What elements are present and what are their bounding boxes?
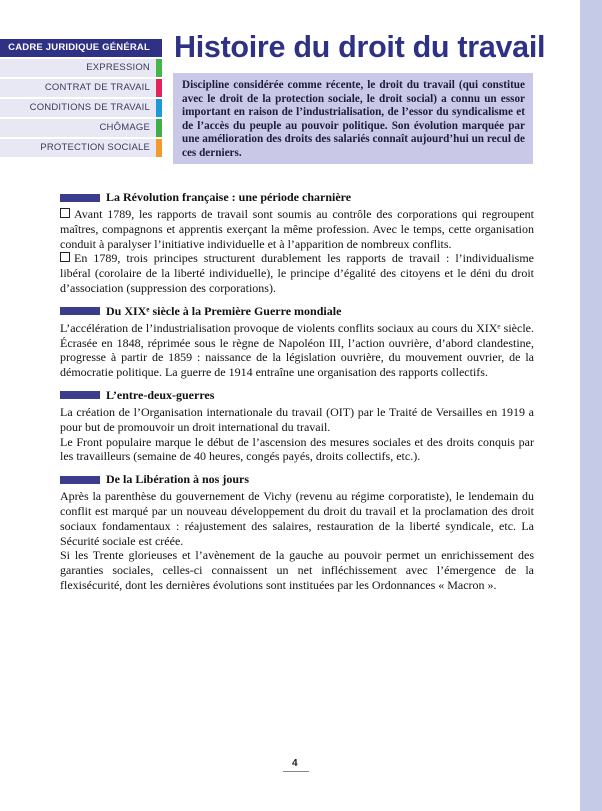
checkbox-bullet-icon (60, 208, 70, 218)
paragraph-text: En 1789, trois principes structurent durablement les rapports de travail : l’individualisme libéral (corolaire de la liberté individuelle), le principe d’égalité des citoyens et le déni du droit d’association (suppression des corporations). (60, 251, 534, 295)
paragraph (60, 251, 534, 295)
section-liberation (60, 472, 534, 593)
nav-item-label: PROTECTION SOCIALE (40, 142, 150, 153)
article-body (60, 190, 534, 601)
nav-item-conditions-de-travail[interactable] (0, 99, 162, 117)
section-heading (60, 190, 534, 205)
nav-item-cadre-juridique[interactable] (0, 39, 162, 57)
section-xix-siecle (60, 304, 534, 380)
paragraph-text: Si les Trente glorieuses et l’avènement de la gauche au pouvoir permet un enrichissement des garanties sociales, celles-ci connaissent un net infléchissement avec l’émergence de la flexisécurité, dont les dernières évolutions sont instituées par les Ordonnances « Macron ». (60, 548, 534, 592)
intro-box: Discipline considérée comme récente, le droit du travail (qui constitue avec le droit de la protection sociale, le droit social) a connu un essor important en raison de l’industrialisation, de l’essor du syndicalisme et de l’accès du peuple au pouvoir politique. Son évolution marquée par une amélioration des droits des salariés connaît aujourd’hui un recul de ces derniers. (173, 73, 533, 164)
page-title: Histoire du droit du travail (174, 30, 546, 64)
heading-bar (60, 307, 100, 315)
paragraph (60, 207, 534, 251)
paragraph-text: Avant 1789, les rapports de travail sont soumis au contrôle des corporations qui regroupent maîtres, compagnons et apprentis exerçant la même profession. Avec le temps, cette organisation conduit à paralyser l’initiative individuelle et à l’apparition de nombreux conflits. (60, 207, 534, 251)
color-marker (156, 79, 162, 97)
nav-item-label: CHÔMAGE (99, 122, 150, 133)
side-band (580, 0, 602, 811)
page-number-rule (283, 771, 309, 772)
heading-bar (60, 194, 100, 202)
section-heading (60, 304, 534, 319)
paragraph-text: Après la parenthèse du gouvernement de Vichy (revenu au régime corporatiste), le lendemain du conflit est marqué par un nouveau développement du droit du travail et la proclamation des droit sociaux fondamentaux : réajustement des salaires, restauration de la liberté syndicale, etc. La Sécurité sociale est créée. (60, 489, 534, 548)
nav-item-label: EXPRESSION (86, 62, 150, 73)
section-heading-text: La Révolution française : une période charnière (106, 190, 352, 204)
nav-item-protection-sociale[interactable] (0, 139, 162, 157)
color-marker (156, 139, 162, 157)
color-marker (156, 59, 162, 77)
color-marker (156, 119, 162, 137)
section-heading-text: Du XIXᵉ siècle à la Première Guerre mondiale (106, 303, 342, 318)
section-heading-text: De la Libération à nos jours (106, 472, 250, 487)
heading-bar (60, 476, 100, 484)
section-revolution (60, 190, 534, 296)
color-marker (156, 99, 162, 117)
nav-item-label: CONTRAT DE TRAVAIL (44, 82, 150, 93)
heading-bar (60, 391, 100, 399)
nav-item-contrat-de-travail[interactable] (0, 79, 162, 97)
nav-item-label: CADRE JURIDIQUE GÉNÉRAL (8, 42, 150, 53)
checkbox-bullet-icon (60, 252, 70, 262)
section-heading (60, 388, 534, 403)
section-nav (0, 39, 162, 159)
section-entre-deux-guerres (60, 388, 534, 464)
section-heading-text: L’entre-deux-guerres (106, 387, 215, 402)
section-heading (60, 472, 534, 487)
nav-item-expression[interactable] (0, 59, 162, 77)
paragraph-text: Le Front populaire marque le début de l’ascension des mesures sociales et des droits conquis par les travailleurs (semaine de 40 heures, congés payés, droits collectifs, etc.). (60, 434, 534, 464)
paragraph-text: L’accélération de l’industrialisation provoque de violents conflits sociaux au cours du XIXᵉ siècle. Écrasée en 1848, réprimée sous le règne de Napoléon III, l’action ouvrière, d’abord clandestine, progresse à partir de 1859 : naissance de la législation ouvrière, du mouvement ouvrier, de la démocratie politique. La guerre de 1914 entraîne une organisation des rapports collectifs. (60, 320, 534, 380)
nav-item-label: CONDITIONS DE TRAVAIL (29, 102, 150, 113)
nav-item-chomage[interactable] (0, 119, 162, 137)
page-number: 4 (292, 758, 298, 769)
paragraph-text: La création de l’Organisation internationale du travail (OIT) par le Traité de Versailles en 1919 a pour but de promouvoir un droit international du travail. (60, 404, 534, 434)
